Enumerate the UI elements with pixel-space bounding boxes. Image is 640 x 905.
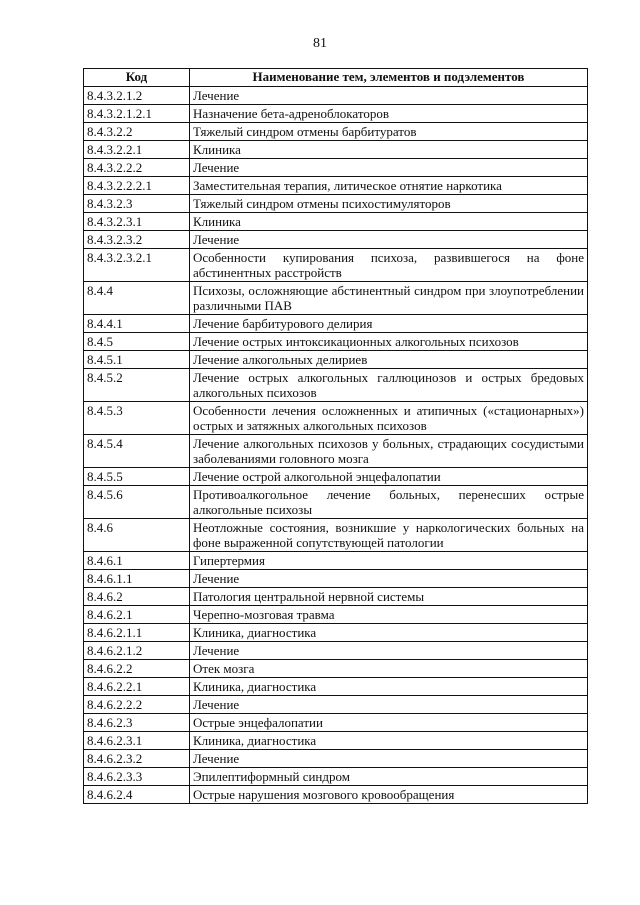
row-name: Гипертермия (190, 552, 588, 570)
row-name: Лечение (190, 570, 588, 588)
row-code: 8.4.3.2.1.2 (84, 87, 190, 105)
table-row (84, 732, 588, 750)
page-number: 81 (313, 36, 327, 51)
row-code: 8.4.6.2.3 (84, 714, 190, 732)
row-code: 8.4.5.1 (84, 351, 190, 369)
table-row (84, 141, 588, 159)
row-name: Заместительная терапия, литическое отнятие наркотика (190, 177, 588, 195)
table-row (84, 402, 588, 435)
row-code: 8.4.6.1.1 (84, 570, 190, 588)
row-name: Лечение алкогольных психозов у больных, страдающих сосудистыми заболеваниями головного мозга (190, 435, 588, 468)
row-name: Психозы, осложняющие абстинентный синдром при злоупотреблении различными ПАВ (190, 282, 588, 315)
table-row (84, 606, 588, 624)
header-code: Код (84, 69, 190, 87)
row-code: 8.4.6.2 (84, 588, 190, 606)
table-row (84, 714, 588, 732)
table-row (84, 624, 588, 642)
row-name: Лечение острых алкогольных галлюцинозов и острых бредовых алкогольных психозов (190, 369, 588, 402)
table-row (84, 519, 588, 552)
row-name: Лечение алкогольных делириев (190, 351, 588, 369)
table-row (84, 486, 588, 519)
table-body (84, 87, 588, 804)
row-name: Тяжелый синдром отмены психостимуляторов (190, 195, 588, 213)
row-name: Лечение (190, 750, 588, 768)
table-row (84, 552, 588, 570)
row-code: 8.4.3.2.1.2.1 (84, 105, 190, 123)
row-code: 8.4.6.2.2.1 (84, 678, 190, 696)
row-code: 8.4.6.2.1.1 (84, 624, 190, 642)
row-code: 8.4.5 (84, 333, 190, 351)
table-row (84, 213, 588, 231)
table-row (84, 282, 588, 315)
table-row (84, 570, 588, 588)
table-row (84, 435, 588, 468)
row-name: Противоалкогольное лечение больных, перенесших острые алкогольные психозы (190, 486, 588, 519)
row-name: Лечение острой алкогольной энцефалопатии (190, 468, 588, 486)
row-code: 8.4.6.2.3.3 (84, 768, 190, 786)
row-code: 8.4.3.2.2.2 (84, 159, 190, 177)
row-name: Назначение бета-адреноблокаторов (190, 105, 588, 123)
table-row (84, 249, 588, 282)
table-row (84, 369, 588, 402)
table-row (84, 660, 588, 678)
table-row (84, 105, 588, 123)
row-name: Лечение (190, 696, 588, 714)
table-row (84, 159, 588, 177)
table-row (84, 678, 588, 696)
row-code: 8.4.3.2.3.2.1 (84, 249, 190, 282)
row-code: 8.4.6.1 (84, 552, 190, 570)
table-row (84, 195, 588, 213)
table-row (84, 642, 588, 660)
row-name: Клиника, диагностика (190, 678, 588, 696)
curriculum-table (83, 68, 588, 804)
row-name: Особенности лечения осложненных и атипичных («стационарных») острых и затяжных алкогольных психозов (190, 402, 588, 435)
row-code: 8.4.3.2.2.1 (84, 141, 190, 159)
table-row (84, 786, 588, 804)
row-code: 8.4.6.2.3.1 (84, 732, 190, 750)
row-code: 8.4.3.2.3 (84, 195, 190, 213)
row-code: 8.4.3.2.2 (84, 123, 190, 141)
row-name: Лечение (190, 87, 588, 105)
row-name: Черепно-мозговая травма (190, 606, 588, 624)
table-header-row (84, 69, 588, 87)
row-code: 8.4.4 (84, 282, 190, 315)
row-code: 8.4.6.2.2.2 (84, 696, 190, 714)
row-code: 8.4.3.2.3.1 (84, 213, 190, 231)
table-row (84, 588, 588, 606)
row-name: Отек мозга (190, 660, 588, 678)
row-name: Лечение (190, 642, 588, 660)
table-row (84, 333, 588, 351)
row-name: Лечение (190, 231, 588, 249)
row-code: 8.4.5.6 (84, 486, 190, 519)
table-row (84, 231, 588, 249)
table-row (84, 696, 588, 714)
row-name: Эпилептиформный синдром (190, 768, 588, 786)
row-name: Клиника (190, 141, 588, 159)
row-code: 8.4.5.5 (84, 468, 190, 486)
row-name: Клиника, диагностика (190, 624, 588, 642)
table-row (84, 768, 588, 786)
row-name: Тяжелый синдром отмены барбитуратов (190, 123, 588, 141)
row-code: 8.4.6.2.4 (84, 786, 190, 804)
row-code: 8.4.6 (84, 519, 190, 552)
row-code: 8.4.5.4 (84, 435, 190, 468)
row-name: Острые энцефалопатии (190, 714, 588, 732)
row-code: 8.4.4.1 (84, 315, 190, 333)
row-name: Клиника (190, 213, 588, 231)
row-name: Лечение острых интоксикационных алкогольных психозов (190, 333, 588, 351)
row-code: 8.4.3.2.3.2 (84, 231, 190, 249)
row-code: 8.4.5.2 (84, 369, 190, 402)
row-name: Клиника, диагностика (190, 732, 588, 750)
header-name: Наименование тем, элементов и подэлементов (190, 69, 588, 87)
row-code: 8.4.6.2.3.2 (84, 750, 190, 768)
table-row (84, 87, 588, 105)
row-name: Неотложные состояния, возникшие у наркологических больных на фоне выраженной сопутствующей патологии (190, 519, 588, 552)
table-row (84, 468, 588, 486)
row-name: Лечение барбитурового делирия (190, 315, 588, 333)
row-name: Острые нарушения мозгового кровообращения (190, 786, 588, 804)
row-name: Патология центральной нервной системы (190, 588, 588, 606)
table-row (84, 351, 588, 369)
row-code: 8.4.3.2.2.2.1 (84, 177, 190, 195)
row-name: Особенности купирования психоза, развившегося на фоне абстинентных расстройств (190, 249, 588, 282)
row-code: 8.4.6.2.1 (84, 606, 190, 624)
table-row (84, 123, 588, 141)
row-code: 8.4.6.2.2 (84, 660, 190, 678)
row-code: 8.4.5.3 (84, 402, 190, 435)
table-row (84, 750, 588, 768)
row-name: Лечение (190, 159, 588, 177)
table-row (84, 315, 588, 333)
row-code: 8.4.6.2.1.2 (84, 642, 190, 660)
table-row (84, 177, 588, 195)
